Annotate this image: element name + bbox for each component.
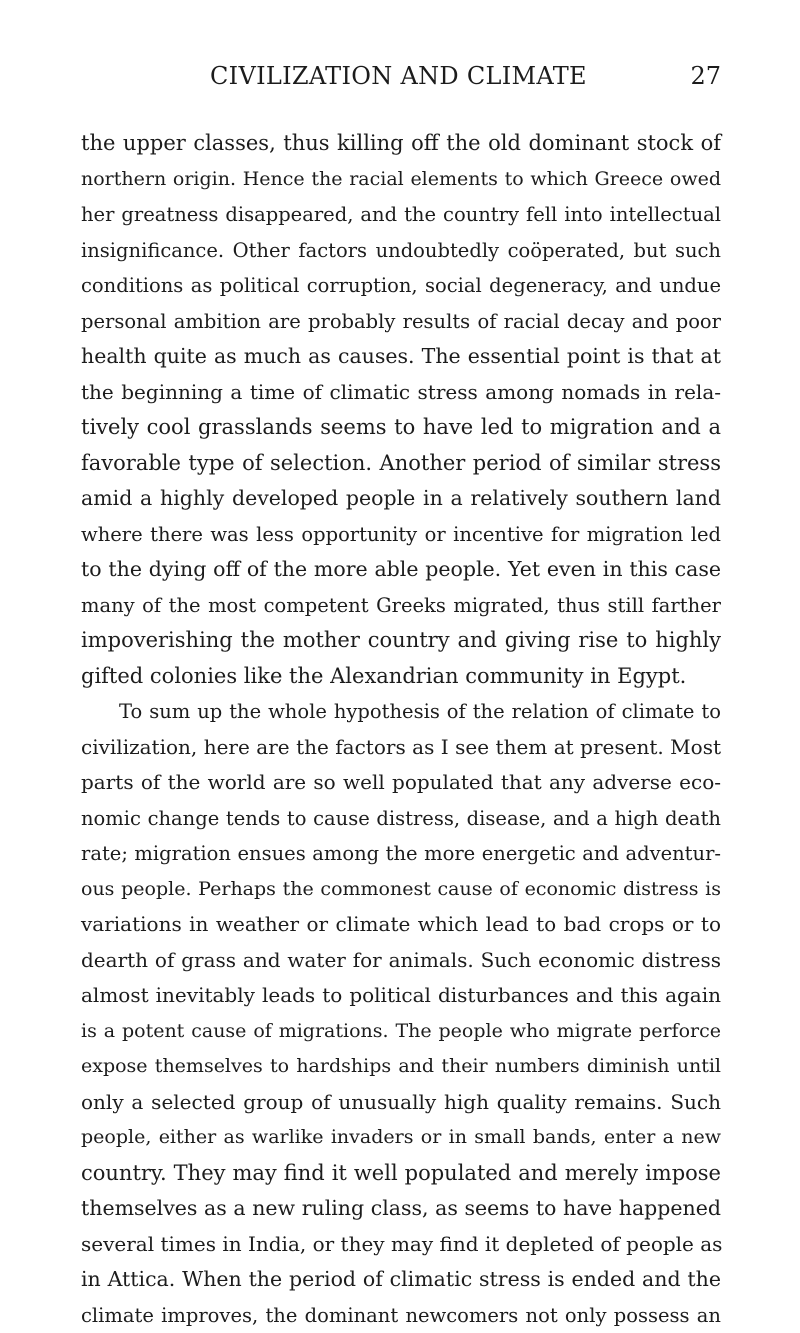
text-line: her greatness disappeared, and the country fell into intellectual (81, 197, 721, 233)
text-line: the beginning a time of climatic stress among nomads in rela- (81, 375, 721, 411)
text-line: civilization, here are the factors as I see them at present. Most (81, 730, 721, 766)
text-line: almost inevitably leads to political disturbances and this again (81, 978, 721, 1014)
text-line: favorable type of selection. Another period of similar stress (81, 446, 721, 482)
running-title: CIVILIZATION AND CLIMATE (210, 62, 587, 90)
text-line: nomic change tends to cause distress, disease, and a high death (81, 801, 721, 837)
text-line: dearth of grass and water for animals. Such economic distress (81, 943, 721, 979)
text-line: rate; migration ensues among the more energetic and adventur- (81, 836, 721, 872)
text-line: in Attica. When the period of climatic stress is ended and the (81, 1262, 721, 1298)
text-line: To sum up the whole hypothesis of the relation of climate to (81, 694, 721, 730)
page-number: 27 (689, 62, 721, 90)
text-line: is a potent cause of migrations. The people who migrate perforce (81, 1014, 721, 1050)
text-line: climate improves, the dominant newcomers not only possess an (81, 1298, 721, 1333)
text-line: people, either as warlike invaders or in small bands, enter a new (81, 1120, 721, 1156)
text-line: impoverishing the mother country and giving rise to highly (81, 623, 721, 659)
body-text (81, 126, 721, 1333)
text-line: where there was less opportunity or incentive for migration led (81, 517, 721, 553)
text-line: many of the most competent Greeks migrated, thus still farther (81, 588, 721, 624)
text-line: personal ambition are probably results of racial decay and poor (81, 304, 721, 340)
text-line: country. They may find it well populated and merely impose (81, 1156, 721, 1192)
text-line: expose themselves to hardships and their numbers diminish until (81, 1049, 721, 1085)
text-line: tively cool grasslands seems to have led to migration and a (81, 410, 721, 446)
text-line: parts of the world are so well populated that any adverse eco- (81, 765, 721, 801)
text-line: several times in India, or they may find it depleted of people as (81, 1227, 721, 1263)
text-line: health quite as much as causes. The essential point is that at (81, 339, 721, 375)
text-line: ous people. Perhaps the commonest cause of economic distress is (81, 872, 721, 908)
text-line: themselves as a new ruling class, as seems to have happened (81, 1191, 721, 1227)
text-line: gifted colonies like the Alexandrian community in Egypt. (81, 659, 721, 695)
text-line: to the dying off of the more able people. Yet even in this case (81, 552, 721, 588)
text-line: northern origin. Hence the racial elements to which Greece owed (81, 162, 721, 198)
text-line: only a selected group of unusually high quality remains. Such (81, 1085, 721, 1121)
text-line: insignificance. Other factors undoubtedly coöperated, but such (81, 233, 721, 269)
text-line: the upper classes, thus killing off the old dominant stock of (81, 126, 721, 162)
text-line: conditions as political corruption, social degeneracy, and undue (81, 268, 721, 304)
text-line: variations in weather or climate which lead to bad crops or to (81, 907, 721, 943)
text-line: amid a highly developed people in a relatively southern land (81, 481, 721, 517)
running-head (0, 62, 800, 102)
